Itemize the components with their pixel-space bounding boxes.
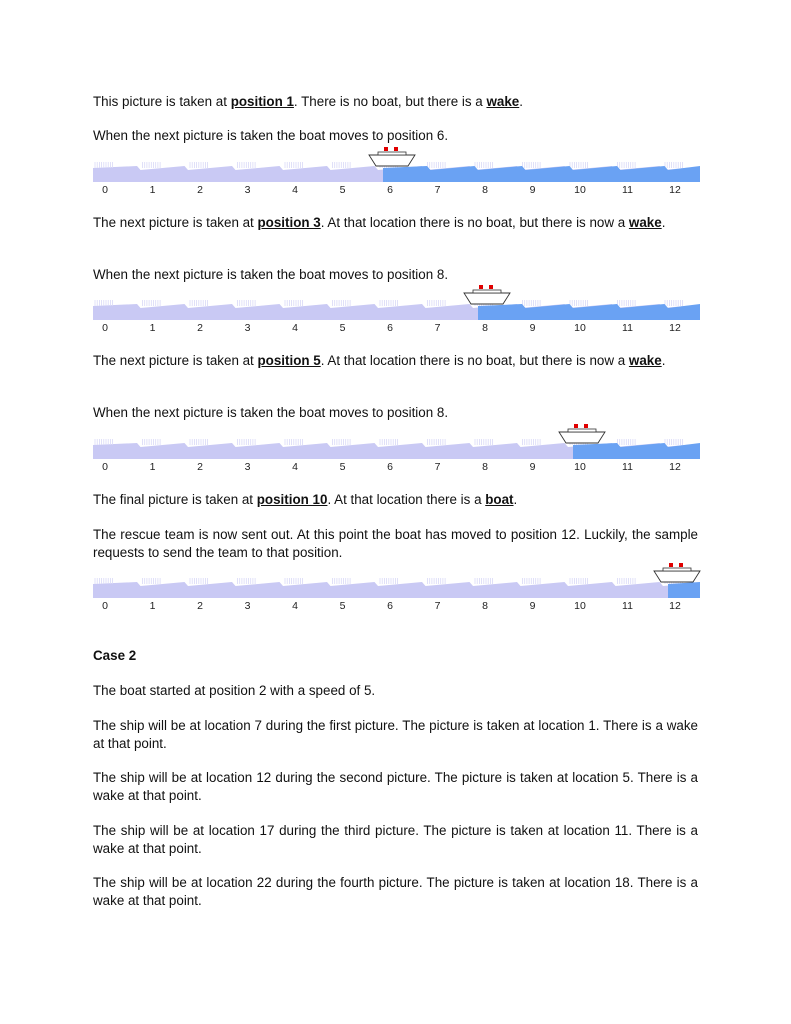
boat-cabin <box>663 568 691 571</box>
case-2-intro: The boat started at position 2 with a speed of 5. <box>93 683 376 698</box>
position-label: 6 <box>387 322 393 334</box>
position-label: 12 <box>669 322 681 334</box>
boat-hull <box>369 155 415 166</box>
boat-icon <box>463 284 513 312</box>
position-label: 2 <box>197 322 203 334</box>
river-water <box>93 286 700 322</box>
position-label: 9 <box>529 184 536 196</box>
river-diagram-3 <box>93 425 700 473</box>
river-water <box>93 564 700 600</box>
position-label: 12 <box>669 461 681 473</box>
emphasis: wake <box>486 94 520 109</box>
boat-icon <box>558 423 608 451</box>
emphasis: wake <box>628 353 662 368</box>
case-2-heading: Case 2 <box>93 648 137 663</box>
boat-window <box>584 424 588 428</box>
position-label: 1 <box>149 600 156 612</box>
boat-hull <box>559 432 605 443</box>
boat-cabin <box>568 429 596 432</box>
position-label: 9 <box>529 600 536 612</box>
case-2-line: The ship will be at location 12 during the second picture. The picture is taken at location 5. There is a wake at that point. <box>93 770 698 803</box>
text: . <box>519 94 523 109</box>
position-label: 8 <box>482 600 488 612</box>
paragraph-6: When the next picture is taken the boat moves to position 8. <box>93 405 449 420</box>
boat-window <box>394 147 398 151</box>
position-label: 8 <box>482 184 488 196</box>
position-label: 1 <box>149 184 156 196</box>
position-scale <box>93 184 700 198</box>
river-water <box>93 425 700 461</box>
boat-window <box>574 424 578 428</box>
position-label: 6 <box>387 600 393 612</box>
position-label: 11 <box>622 322 633 334</box>
position-label: 3 <box>244 600 251 612</box>
position-label: 8 <box>482 322 488 334</box>
boat-window <box>679 563 683 567</box>
river-diagram-2 <box>93 286 700 334</box>
position-label: 1 <box>149 322 156 334</box>
paragraph-8: The rescue team is now sent out. At this point the boat has moved to position 12. Luckily, the sample requests to send the team to that position. <box>93 527 698 560</box>
boat-hull <box>464 293 510 304</box>
emphasis: position 3 <box>257 215 321 230</box>
text: . At that location there is no boat, but there is now a <box>320 215 629 230</box>
text: . <box>661 353 666 368</box>
text: . <box>661 215 666 230</box>
position-label: 7 <box>434 461 441 473</box>
position-label: 7 <box>434 322 441 334</box>
case-2-line: The ship will be at location 7 during the first picture. The picture is taken at location 1. There is a wake at that point. <box>93 718 698 751</box>
position-label: 9 <box>529 322 536 334</box>
paragraph-1 <box>93 93 698 111</box>
paragraph-3 <box>93 214 698 232</box>
boat-icon <box>368 146 418 174</box>
position-label: 3 <box>244 184 251 196</box>
position-label: 4 <box>292 461 298 473</box>
position-label: 11 <box>622 600 633 612</box>
paragraph-2: When the next picture is taken the boat moves to position 6. <box>93 128 449 143</box>
boat-window <box>669 563 673 567</box>
wake-band <box>93 582 700 598</box>
river-diagram-1 <box>93 148 700 196</box>
position-label: 10 <box>574 184 586 196</box>
boat-window <box>384 147 388 151</box>
emphasis: position 10 <box>256 492 328 507</box>
position-label: 12 <box>669 184 681 196</box>
text: This picture is taken at <box>93 94 231 109</box>
boat-cabin <box>473 290 501 293</box>
paragraph-7 <box>93 491 698 509</box>
emphasis: wake <box>628 215 662 230</box>
text: . At that location there is no boat, but there is now a <box>320 353 629 368</box>
position-scale <box>93 600 700 614</box>
position-label: 11 <box>622 461 633 473</box>
text: . <box>513 492 518 507</box>
boat-window <box>489 285 493 289</box>
paragraph-5 <box>93 352 698 370</box>
boat-cabin <box>378 152 406 155</box>
boat-hull <box>654 571 700 582</box>
position-label: 0 <box>102 184 108 196</box>
position-label: 10 <box>574 322 586 334</box>
position-label: 5 <box>339 461 346 473</box>
position-label: 3 <box>244 322 251 334</box>
position-label: 4 <box>292 600 298 612</box>
text: The final picture is taken at <box>93 492 257 507</box>
position-label: 0 <box>102 461 108 473</box>
river-diagram-4 <box>93 564 700 612</box>
position-label: 12 <box>669 600 681 612</box>
position-label: 4 <box>292 322 298 334</box>
position-label: 11 <box>622 184 633 196</box>
paragraph-4: When the next picture is taken the boat moves to position 8. <box>93 267 449 282</box>
emphasis: position 1 <box>230 94 294 109</box>
text: . There is no boat, but there is a <box>293 94 487 109</box>
boat-window <box>479 285 483 289</box>
position-label: 8 <box>482 461 488 473</box>
case-2-line: The ship will be at location 17 during the third picture. The picture is taken at location 11. There is a wake at that point. <box>93 823 698 856</box>
position-label: 2 <box>197 461 203 473</box>
emphasis: position 5 <box>257 353 321 368</box>
position-label: 4 <box>292 184 298 196</box>
position-label: 2 <box>197 184 203 196</box>
position-label: 5 <box>339 600 346 612</box>
position-label: 6 <box>387 184 393 196</box>
text: . At that location there is a <box>327 492 486 507</box>
position-label: 0 <box>102 322 108 334</box>
case-2-line: The ship will be at location 22 during the fourth picture. The picture is taken at location 18. There is a wake at that point. <box>93 875 698 908</box>
position-label: 5 <box>339 184 346 196</box>
emphasis: boat <box>485 492 514 507</box>
position-label: 6 <box>387 461 393 473</box>
position-label: 0 <box>102 600 108 612</box>
position-label: 2 <box>197 600 203 612</box>
text: The next picture is taken at <box>93 353 258 368</box>
position-scale <box>93 322 700 336</box>
position-label: 10 <box>574 600 586 612</box>
position-label: 7 <box>434 184 441 196</box>
position-label: 7 <box>434 600 441 612</box>
position-label: 3 <box>244 461 251 473</box>
position-label: 10 <box>574 461 586 473</box>
position-label: 9 <box>529 461 536 473</box>
boat-icon <box>653 562 703 590</box>
position-scale <box>93 461 700 475</box>
position-label: 5 <box>339 322 346 334</box>
text: The next picture is taken at <box>93 215 258 230</box>
position-label: 1 <box>149 461 156 473</box>
